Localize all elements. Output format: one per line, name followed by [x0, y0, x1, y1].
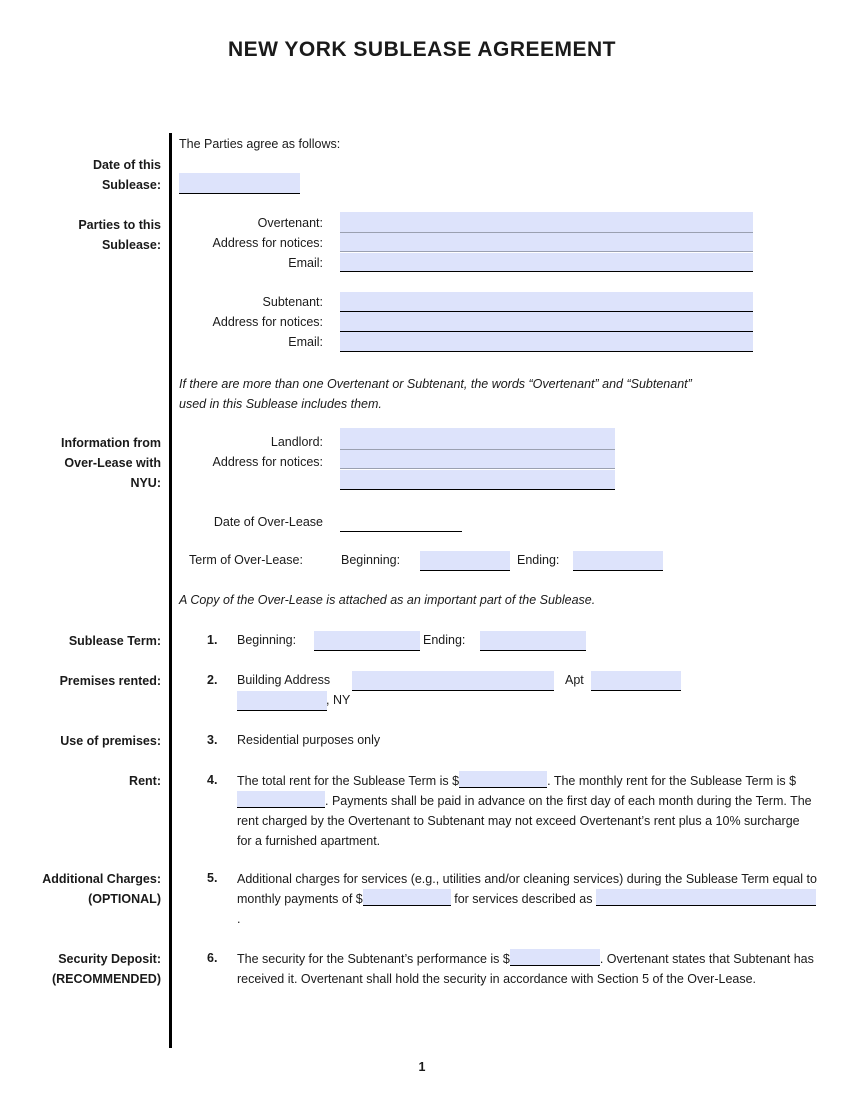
- sublease-ending-field[interactable]: [480, 631, 586, 651]
- total-rent-field[interactable]: [459, 771, 547, 788]
- sublease-date-field[interactable]: [179, 173, 300, 194]
- sublease-term-label: Sublease Term:: [68, 634, 161, 648]
- monthly-rent-field[interactable]: [237, 791, 325, 808]
- security-deposit-paragraph: The security for the Subtenant’s performance is $ . Overtenant states that Subtenant has received it. Overtenant shall hold the security in accordance with Section 5 of the Over-Lease.: [237, 949, 817, 989]
- security-deposit-field[interactable]: [510, 949, 600, 966]
- subtenant-email-label: Email:: [288, 335, 323, 349]
- item-number-1: 1.: [207, 633, 218, 647]
- landlord-name-field[interactable]: [340, 428, 615, 450]
- overlease-ending-field[interactable]: [573, 551, 663, 571]
- date-label: Date of this Sublease:: [92, 158, 161, 192]
- additional-charges-label: Additional Charges: (OPTIONAL): [42, 872, 161, 906]
- landlord-address-label: Address for notices:: [212, 455, 323, 469]
- overlease-date-field[interactable]: [340, 512, 462, 532]
- subtenant-name-field[interactable]: [340, 292, 753, 312]
- overtenant-address-field[interactable]: [340, 233, 753, 252]
- intro-text: The Parties agree as follows:: [179, 137, 341, 151]
- security-deposit-label: Security Deposit: (RECOMMENDED): [51, 952, 161, 986]
- subtenant-label: Subtenant:: [262, 295, 323, 309]
- overlease-date-label: Date of Over-Lease: [213, 515, 323, 529]
- item-number-5: 5.: [207, 871, 218, 885]
- additional-charges-paragraph: Additional charges for services (e.g., utilities and/or cleaning services) during the Sublease Term equal to monthly payments of $ for services described as .: [237, 872, 817, 926]
- overlease-copy-note: A Copy of the Over-Lease is attached as an important part of the Sublease.: [179, 593, 596, 607]
- subtenant-address-label: Address for notices:: [212, 315, 323, 329]
- overtenant-email-label: Email:: [288, 256, 323, 270]
- residential-text: Residential purposes only: [237, 733, 381, 747]
- premises-label: Premises rented:: [59, 674, 161, 688]
- services-description-field[interactable]: [596, 889, 816, 906]
- parties-note: If there are more than one Overtenant or Subtenant, the words “Overtenant” and “Subtenant” used in this Sublease includes them.: [179, 377, 692, 411]
- building-address-label: Building Address: [237, 673, 331, 687]
- use-label: Use of premises:: [60, 734, 161, 748]
- item-number-3: 3.: [207, 733, 218, 747]
- landlord-address-field-1[interactable]: [340, 450, 615, 469]
- subtenant-email-field[interactable]: [340, 332, 753, 352]
- ny-text: , NY: [326, 693, 351, 707]
- item-number-2: 2.: [207, 673, 218, 687]
- sublease-beginning-label: Beginning:: [237, 633, 297, 647]
- landlord-address-field-2[interactable]: [340, 470, 615, 490]
- additional-charges-field[interactable]: [363, 889, 451, 906]
- overlease-beginning-field[interactable]: [420, 551, 510, 571]
- page-number: 1: [418, 1060, 426, 1074]
- rent-paragraph: The total rent for the Sublease Term is $ . The monthly rent for the Sublease Term is $ . Payments shall be paid in advance on the first day of each month during the Term. The rent charged by the Overtenant to Subtenant may not exceed Overtenant’s rent plus a 10% surcharge for a furnished apartment.: [237, 771, 817, 851]
- rent-label: Rent:: [129, 774, 161, 788]
- apt-field[interactable]: [591, 671, 681, 691]
- building-address-field[interactable]: [352, 671, 554, 691]
- overlease-ending-label: Ending:: [517, 553, 560, 567]
- sublease-ending-label: Ending:: [423, 633, 466, 647]
- subtenant-address-field[interactable]: [340, 312, 753, 332]
- sublease-beginning-field[interactable]: [314, 631, 420, 651]
- overtenant-email-field[interactable]: [340, 253, 753, 272]
- overtenant-label: Overtenant:: [257, 216, 323, 230]
- apt-label: Apt: [565, 673, 584, 687]
- overtenant-address-label: Address for notices:: [212, 236, 323, 250]
- overtenant-name-field[interactable]: [340, 212, 753, 233]
- parties-label: Parties to this Sublease:: [78, 218, 161, 252]
- landlord-label: Landlord:: [270, 435, 323, 449]
- city-field[interactable]: [237, 691, 327, 711]
- overlease-term-label: Term of Over-Lease:: [189, 553, 303, 567]
- overlease-beginning-label: Beginning:: [341, 553, 401, 567]
- overlease-info-label: Information from Over-Lease with NYU:: [61, 436, 161, 490]
- vertical-divider: [169, 133, 172, 1048]
- item-number-4: 4.: [207, 773, 218, 787]
- document-title: NEW YORK SUBLEASE AGREEMENT: [227, 38, 617, 61]
- item-number-6: 6.: [207, 951, 218, 965]
